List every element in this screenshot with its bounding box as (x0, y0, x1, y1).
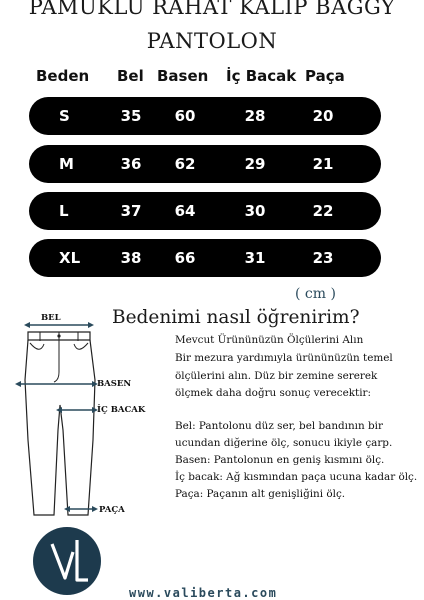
table-row (29, 239, 381, 277)
cell-paca: 20 (312, 107, 334, 125)
page-title-line-2: PANTOLON (146, 29, 278, 53)
cell-size: M (59, 155, 74, 173)
intro-line: ölçmek daha doğru sonuç verecektir: (175, 387, 372, 399)
page-title-line-1: PAMUKLU RAHAT KALIP BAGGY (28, 0, 396, 19)
diagram-label-basen: BASEN (97, 379, 132, 389)
table-header-ic-bacak: İç Bacak (226, 67, 297, 85)
cell-basen: 60 (174, 107, 196, 125)
diagram-label-paca: PAÇA (99, 505, 125, 515)
cell-ic-bacak: 29 (244, 155, 266, 173)
cell-bel: 35 (120, 107, 142, 125)
intro-line: Mevcut Ürününüzün Ölçülerini Alın (175, 334, 364, 346)
trousers-diagram (10, 310, 145, 525)
table-row (29, 97, 381, 135)
cell-ic-bacak: 30 (244, 202, 266, 220)
cell-basen: 64 (174, 202, 196, 220)
table-row (29, 145, 381, 183)
intro-line: ölçülerini alın. Düz bir zemine sererek (175, 370, 378, 382)
cell-paca: 23 (312, 249, 334, 267)
unit-label: ( cm ) (295, 286, 336, 302)
diagram-label-ic-bacak: İÇ BACAK (97, 405, 146, 415)
brand-logo (32, 526, 102, 596)
how-to-measure-title: Bedenimi nasıl öğrenirim? (112, 307, 360, 328)
instruction-line: ucundan diğerine ölç, sonucu ikiyle çarp. (175, 437, 393, 449)
cell-paca: 21 (312, 155, 334, 173)
table-header-paca: Paça (305, 67, 345, 85)
cell-size: XL (59, 249, 81, 267)
cell-size: S (59, 107, 70, 125)
instruction-line: Basen: Pantolonun en geniş kısmını ölç. (175, 454, 385, 466)
cell-ic-bacak: 31 (244, 249, 266, 267)
instruction-line: İç bacak: Ağ kısmından paça ucuna kadar ölç. (175, 471, 418, 483)
cell-size: L (59, 202, 69, 220)
cell-bel: 36 (120, 155, 142, 173)
cell-bel: 38 (120, 249, 142, 267)
table-header-beden: Beden (36, 67, 90, 85)
website-url[interactable]: www.valiberta.com (129, 586, 278, 600)
table-header-bel: Bel (117, 67, 144, 85)
instruction-line: Paça: Paçanın alt genişliğini ölç. (175, 488, 346, 500)
cell-bel: 37 (120, 202, 142, 220)
instruction-line: Bel: Pantolonu düz ser, bel bandının bir (175, 420, 383, 432)
cell-basen: 66 (174, 249, 196, 267)
cell-ic-bacak: 28 (244, 107, 266, 125)
intro-line: Bir mezura yardımıyla ürününüzün temel (175, 352, 393, 364)
cell-basen: 62 (174, 155, 196, 173)
diagram-label-bel: BEL (41, 313, 61, 323)
table-header-basen: Basen (157, 67, 209, 85)
table-row (29, 192, 381, 230)
cell-paca: 22 (312, 202, 334, 220)
